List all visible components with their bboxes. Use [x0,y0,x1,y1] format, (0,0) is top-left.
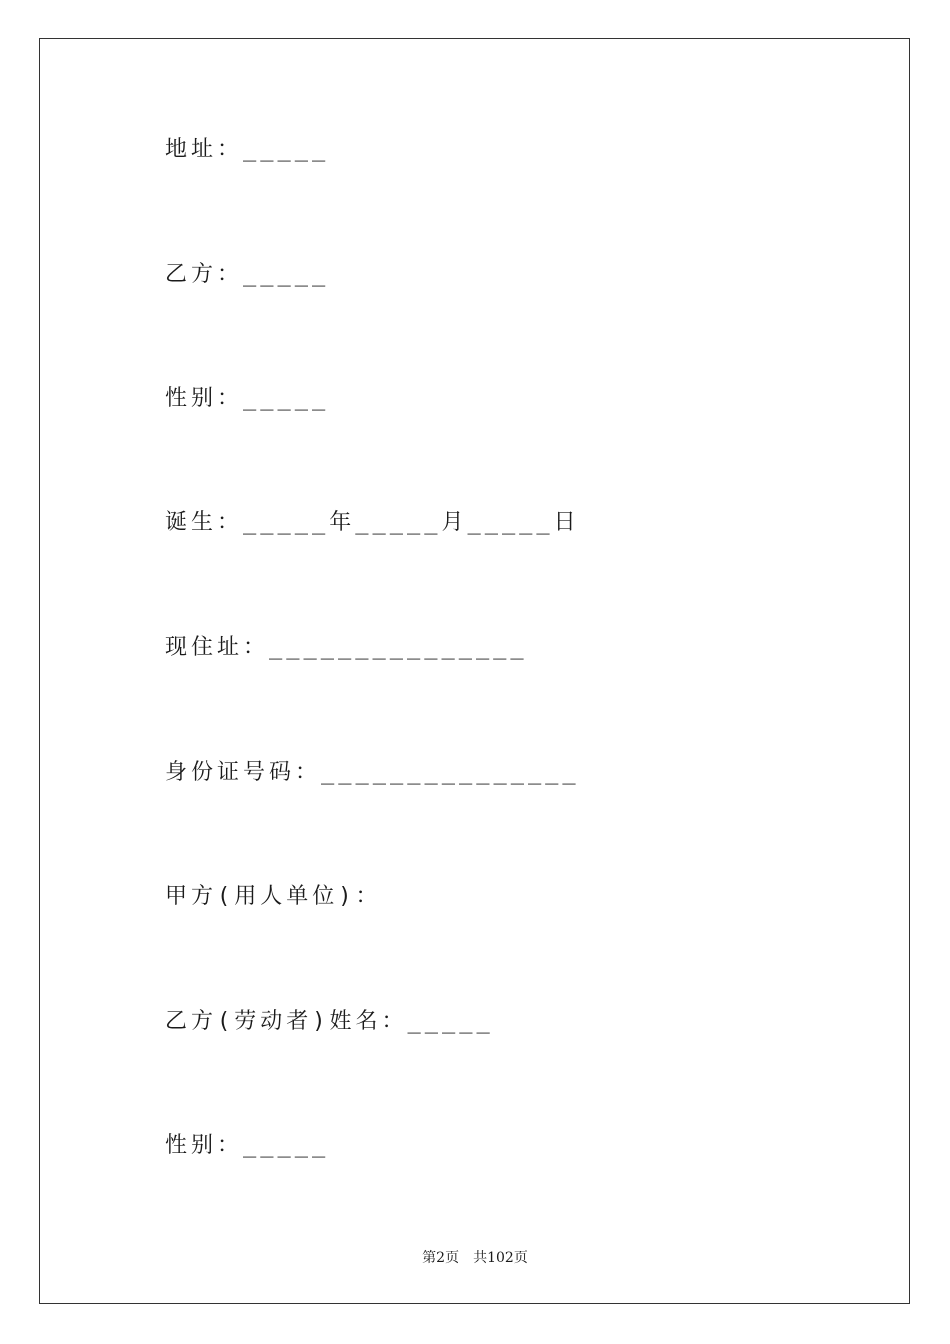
party-b-line: 乙方：_____ [165,262,330,287]
gender-line: 性别：_____ [165,386,330,411]
page-total: 共102页 [473,1250,528,1266]
id-number-line: 身份证号码：_______________ [165,760,580,785]
gender-line-2: 性别：_____ [165,1133,330,1158]
party-b-worker-name-line: 乙方(劳动者)姓名：_____ [165,1009,494,1034]
page-frame [39,38,910,1304]
address-line: 地址：_____ [165,137,330,162]
current-address-line: 现住址：_______________ [165,635,528,660]
page-footer [0,1247,950,1267]
party-a-employer-line: 甲方(用人单位)： [165,884,382,909]
birth-date-line: 诞生：_____年_____月_____日 [165,510,580,535]
page-current: 第2页 [422,1250,460,1266]
